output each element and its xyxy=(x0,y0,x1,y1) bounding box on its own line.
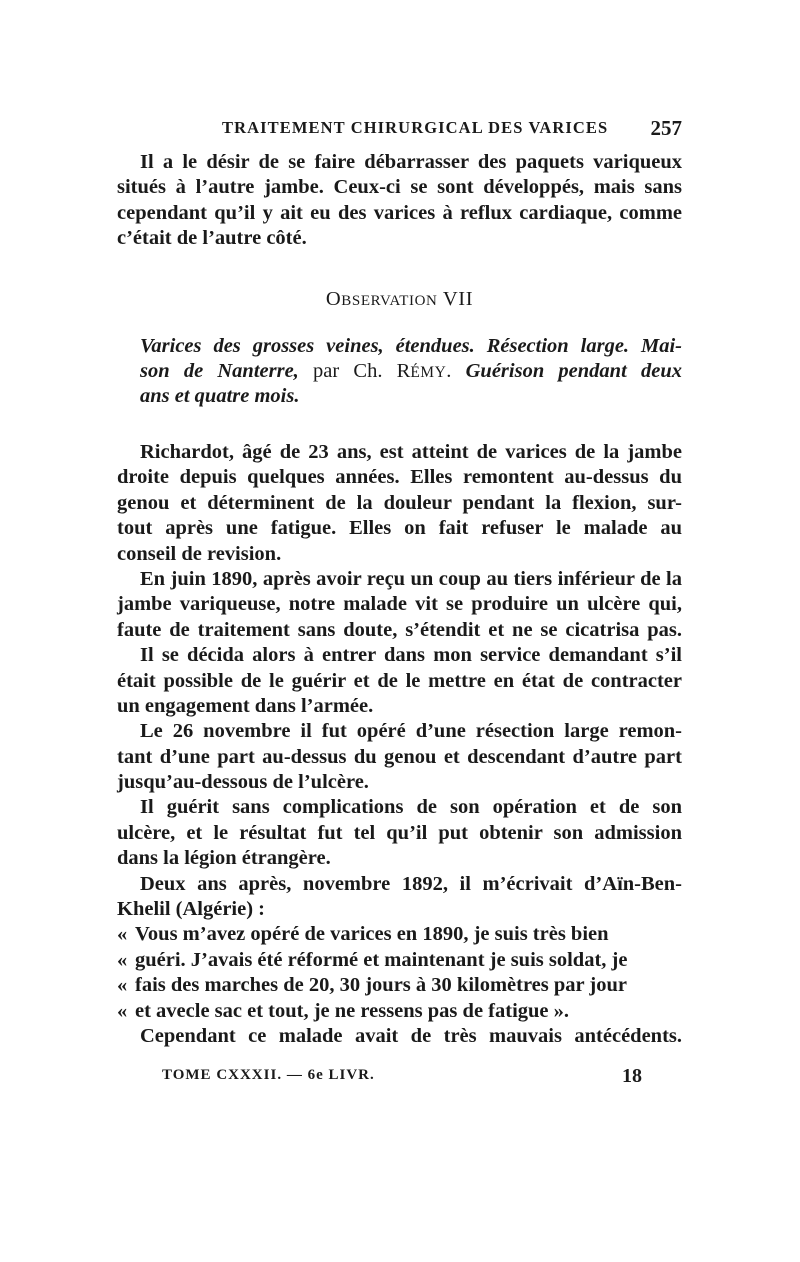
author-initial: R xyxy=(396,360,411,382)
letter-line xyxy=(117,999,682,1024)
quote-mark: « xyxy=(117,999,128,1022)
case-line: un engagement dans l’armée. xyxy=(117,694,374,717)
case-line: Richardot, âgé de 23 ans, est atteint de varices de la jambe xyxy=(140,441,682,463)
case-line: Khelil (Algérie) : xyxy=(117,898,266,921)
abstract-result: Guérison pendant deux xyxy=(465,360,682,382)
case-report xyxy=(117,440,682,1049)
running-title: TRAITEMENT CHIRURGICAL DES VARICES xyxy=(222,118,609,137)
case-lines xyxy=(117,440,682,922)
abstract-line xyxy=(117,359,682,384)
case-line: tant d’une part au-dessus du genou et descendant d’autre part xyxy=(117,745,682,768)
case-line: jambe variqueuse, notre malade vit se produire un ulcère qui, xyxy=(117,593,682,616)
case-line: tout après une fatigue. Elles on fait refuser le malade au xyxy=(117,517,682,540)
case-line: jusqu’au-dessous de l’ulcère. xyxy=(117,771,369,794)
intro-line: Il a le désir de se faire débarrasser des paquets variqueux xyxy=(140,151,682,173)
author-dot: . xyxy=(446,360,452,382)
letter-text: fais des marches de 20, 30 jours à 30 kilomètres par jour xyxy=(135,974,627,997)
case-line: Deux ans après, novembre 1892, il m’écrivait d’Aïn-Ben- xyxy=(140,872,682,895)
case-line: Il guérit sans complications de son opération et de son xyxy=(140,796,682,819)
case-line: faute de traitement sans doute, s’étendit et ne se cicatrisa pas. xyxy=(117,618,682,641)
intro-line: c’était de l’autre côté. xyxy=(117,227,307,250)
letter-line xyxy=(117,948,682,973)
case-line: était possible de le guérir et de le mettre en état de contracter xyxy=(117,669,682,692)
case-line: genou et déterminent de la douleur pendant la flexion, sur- xyxy=(117,491,682,514)
letter-line xyxy=(117,922,682,947)
letter-text: guéri. J’avais été réformé et maintenant je suis soldat, je xyxy=(135,948,628,971)
case-line: dans la légion étrangère. xyxy=(117,847,331,870)
abstract-author xyxy=(397,360,452,382)
case-line: droite depuis quelques années. Elles remontent au-dessus du xyxy=(117,466,682,489)
abstract-line: Varices des grosses veines, étendues. Résection large. Mai- xyxy=(140,335,682,357)
case-line: En juin 1890, après avoir reçu un coup au tiers inférieur de la xyxy=(140,567,682,590)
observation-abstract xyxy=(117,334,682,409)
letter-text: et avecle sac et tout, je ne ressens pas de fatigue ». xyxy=(135,999,570,1022)
author-smallcaps: ÉMY xyxy=(410,364,447,381)
heading-initial: O xyxy=(325,288,342,310)
signature-mark: 18 xyxy=(622,1065,642,1087)
page-number: 257 xyxy=(650,116,682,140)
tome-label: TOME CXXXII. — 6e LIVR. xyxy=(162,1067,375,1083)
case-line: Il se décida alors à entrer dans mon service demandant s’il xyxy=(140,644,682,667)
letter-text: Vous m’avez opéré de varices en 1890, je suis très bien xyxy=(135,923,609,946)
heading-number: VII xyxy=(442,288,474,310)
case-line: Le 26 novembre il fut opéré d’une résection large remon- xyxy=(140,720,682,743)
case-line: ulcère, et le résultat fut tel qu’il put obtenir son admission xyxy=(117,821,682,844)
quote-mark: « xyxy=(117,974,128,997)
page-footer xyxy=(162,1065,642,1089)
letter-quote xyxy=(117,922,682,1024)
observation-heading xyxy=(117,288,682,311)
abstract-line: ans et quatre mois. xyxy=(140,385,300,407)
abstract-place: son de Nanterre, xyxy=(140,360,299,382)
running-head xyxy=(117,116,682,140)
case-line: conseil de revision. xyxy=(117,542,282,565)
intro-paragraph xyxy=(117,150,682,252)
closing-line: Cependant ce malade avait de très mauvais antécédents. xyxy=(140,1024,682,1047)
heading-smallcaps: BSERVATION xyxy=(341,293,438,309)
intro-line: situés à l’autre jambe. Ceux-ci se sont développés, mais sans xyxy=(117,176,682,199)
quote-mark: « xyxy=(117,923,128,946)
intro-line: cependant qu’il y ait eu des varices à reflux cardiaque, comme xyxy=(117,201,682,224)
abstract-by: par Ch. xyxy=(313,360,383,382)
letter-line xyxy=(117,973,682,998)
quote-mark: « xyxy=(117,948,128,971)
